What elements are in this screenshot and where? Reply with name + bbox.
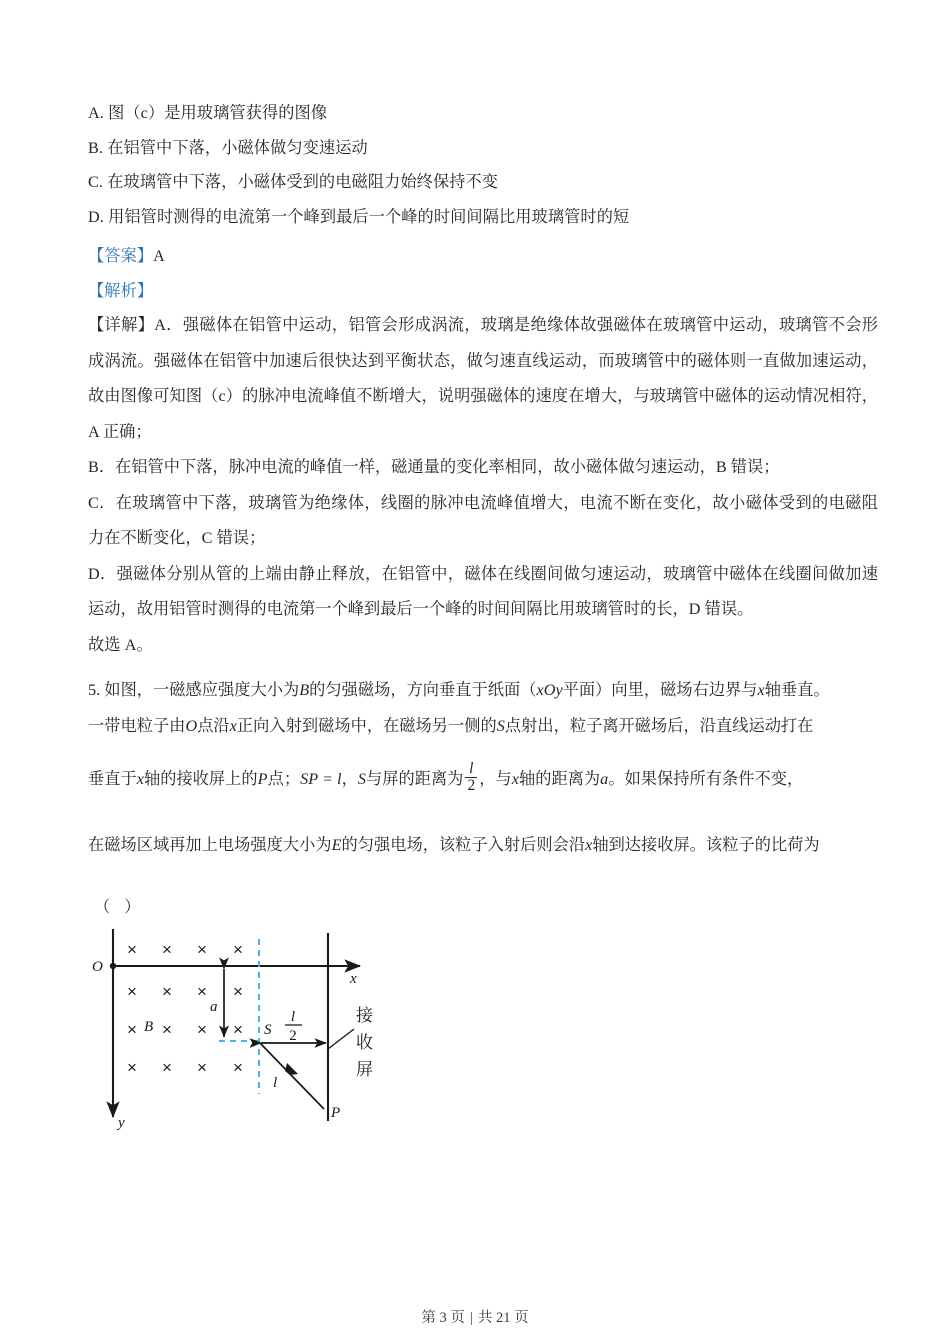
q5-symbol-B: B bbox=[299, 681, 310, 699]
q5-l3-seg1: 垂直于 bbox=[88, 770, 137, 788]
answer-row bbox=[88, 239, 878, 274]
q5-l2-seg4: 点射出，粒子离开磁场后，沿直线运动打在 bbox=[504, 716, 814, 735]
q5-l1-seg3: 平面）向里，磁场右边界与 bbox=[562, 681, 758, 699]
origin-point bbox=[110, 963, 116, 969]
field-cross-grid bbox=[127, 940, 243, 1077]
screen-label-leader-line bbox=[328, 1029, 354, 1049]
x-axis-label: x bbox=[350, 971, 357, 987]
field-cross: × bbox=[197, 982, 207, 1001]
footer-separator: | bbox=[469, 1310, 473, 1326]
q5-l3-seg4: ， bbox=[341, 770, 358, 788]
conclusion-text: 故选 A。 bbox=[88, 635, 153, 654]
answer-label: 【答案】 bbox=[88, 247, 154, 265]
q5-l2-seg2: 点沿 bbox=[197, 716, 230, 735]
q5-l3-seg8: 。如果保持所有条件不变， bbox=[608, 770, 804, 788]
fraction-denominator: 2 bbox=[467, 776, 476, 794]
footer-page-number: 第 3 页 bbox=[421, 1310, 465, 1326]
q5-symbol-x4: x bbox=[511, 770, 519, 788]
question5-line4 bbox=[88, 828, 878, 864]
q5-symbol-O: O bbox=[185, 716, 198, 735]
detail-paragraph-c: C．在玻璃管中下落，玻璃管为绝缘体，线圈的脉冲电流峰值增大，电流不断在变化，故小磁体受到的电磁阻力在不断变化，C 错误； bbox=[88, 493, 878, 547]
field-cross: × bbox=[127, 1058, 137, 1077]
field-cross: × bbox=[162, 940, 172, 959]
detail-paragraph-b: B．在铝管中下落，脉冲电流的峰值一样，磁通量的变化率相同，故小磁体做匀速运动，B 错误； bbox=[88, 458, 780, 476]
q5-symbol-P: P bbox=[257, 770, 268, 788]
q5-symbol-x1: x bbox=[757, 681, 765, 699]
answer-value: A bbox=[153, 247, 165, 265]
q5-symbol-x5: x bbox=[585, 835, 593, 854]
q5-l1-seg2: 的匀强磁场，方向垂直于纸面（ bbox=[309, 681, 537, 699]
question5-line1 bbox=[88, 673, 878, 709]
field-cross: × bbox=[197, 1058, 207, 1077]
distance-a-label: a bbox=[210, 999, 218, 1015]
receiving-screen-label bbox=[356, 1006, 373, 1079]
field-cross: × bbox=[233, 1020, 243, 1039]
screen-label-char-2: 收 bbox=[356, 1033, 373, 1052]
question5-line3 bbox=[88, 762, 878, 798]
q5-symbol-E: E bbox=[331, 835, 342, 854]
particle-path-arrowhead bbox=[285, 1063, 298, 1075]
q5-l3-seg6: ，与 bbox=[479, 770, 512, 788]
q5-l3-seg2: 轴的接收屏上的 bbox=[143, 770, 258, 788]
physics-figure bbox=[88, 893, 388, 1143]
point-S-label: S bbox=[264, 1022, 272, 1038]
field-cross: × bbox=[233, 982, 243, 1001]
document-content bbox=[88, 96, 878, 863]
option-d: D. 用铝管时测得的电流第一个峰到最后一个峰的时间间隔比用玻璃管时的短 bbox=[88, 207, 630, 226]
detail-text-a: A．强磁体在铝管中运动，铝管会形成涡流，玻璃是绝缘体故强磁体在玻璃管中运动，玻璃管不会形成涡流。强磁体在铝管中加速后很快达到平衡状态，做匀速直线运动，而玻璃管中的磁体则一直做加速运动，故由图像可知图（c）的脉冲电流峰值不断增大，说明强磁体的速度在增大，与玻璃管中磁体的运动情况相符，A 正确； bbox=[88, 316, 878, 441]
option-b: B. 在铝管中下落，小磁体做匀变速运动 bbox=[88, 138, 368, 157]
q5-l3-seg3: 点； bbox=[267, 770, 301, 788]
option-a: A. 图（c）是用玻璃管获得的图像 bbox=[88, 104, 328, 122]
screen-label-char-1: 接 bbox=[356, 1006, 373, 1025]
origin-label: O bbox=[92, 959, 103, 975]
q5-l1-seg4: 轴垂直。 bbox=[764, 681, 830, 699]
q5-l2-seg3: 正向入射到磁场中，在磁场另一侧的 bbox=[236, 716, 497, 735]
fraction-l-over-2 bbox=[465, 761, 477, 794]
figure-fraction-denominator: 2 bbox=[289, 1028, 297, 1044]
footer-page-total: 共 21 页 bbox=[477, 1310, 529, 1326]
q5-symbol-S2: S bbox=[357, 770, 366, 788]
detail-paragraph-d: D．强磁体分别从管的上端由静止释放，在铝管中，磁体在线圈间做匀速运动，玻璃管中磁体在线圈间做加速运动，故用铝管时测得的电流第一个峰到最后一个峰的时间间隔比用玻璃管时的长，D 错误。 bbox=[88, 564, 878, 618]
distance-l-label: l bbox=[273, 1075, 278, 1091]
q5-symbol-x2: x bbox=[229, 716, 237, 735]
q5-l3-seg7: 轴的距离为 bbox=[518, 770, 601, 788]
option-c: C. 在玻璃管中下落，小磁体受到的电磁阻力始终保持不变 bbox=[88, 173, 499, 191]
field-cross: × bbox=[162, 982, 172, 1001]
field-cross: × bbox=[197, 1020, 207, 1039]
q5-l4-seg2: 的匀强电场，该粒子入射后则会沿 bbox=[341, 835, 586, 854]
field-cross: × bbox=[233, 940, 243, 959]
field-cross: × bbox=[127, 940, 137, 959]
field-cross: × bbox=[197, 940, 207, 959]
figure-fraction-l-over-2 bbox=[285, 1009, 302, 1044]
q5-symbol-SP: SP = l bbox=[300, 770, 342, 788]
q5-l1-seg1: 5. 如图，一磁感应强度大小为 bbox=[88, 681, 300, 699]
q5-l2-seg1: 一带电粒子由 bbox=[88, 716, 186, 735]
field-cross: × bbox=[162, 1020, 172, 1039]
fraction-numerator: l bbox=[469, 760, 474, 777]
field-cross: × bbox=[127, 982, 137, 1001]
q5-l4-seg3: 轴到达接收屏。该粒子的比荷为 bbox=[592, 835, 820, 854]
q5-l4-seg1: 在磁场区域再加上电场强度大小为 bbox=[88, 835, 332, 854]
point-P-label: P bbox=[331, 1105, 341, 1121]
field-label-B: B bbox=[144, 1019, 154, 1035]
question5-line2 bbox=[88, 709, 878, 745]
y-axis-label: y bbox=[118, 1115, 125, 1131]
field-cross: × bbox=[233, 1058, 243, 1077]
q5-symbol-a: a bbox=[600, 770, 609, 788]
q5-symbol-x3: x bbox=[136, 770, 144, 788]
answer-blank-parens: （ ） bbox=[94, 898, 146, 916]
magnetic-field-diagram bbox=[88, 921, 388, 1136]
field-cross: × bbox=[127, 1020, 137, 1039]
detail-paragraph-a bbox=[88, 308, 878, 450]
particle-path-to-P bbox=[260, 1043, 324, 1109]
analysis-label: 【解析】 bbox=[88, 281, 154, 300]
field-cross: × bbox=[162, 1058, 172, 1077]
q5-symbol-S: S bbox=[496, 716, 505, 735]
figure-fraction-numerator: l bbox=[290, 1009, 296, 1025]
q5-symbol-xOy: xOy bbox=[536, 681, 563, 699]
q5-l3-seg5: 与屏的距离为 bbox=[366, 770, 464, 788]
screen-label-char-3: 屏 bbox=[356, 1060, 373, 1079]
detail-label: 【详解】 bbox=[88, 316, 155, 334]
page-footer bbox=[0, 1306, 950, 1327]
